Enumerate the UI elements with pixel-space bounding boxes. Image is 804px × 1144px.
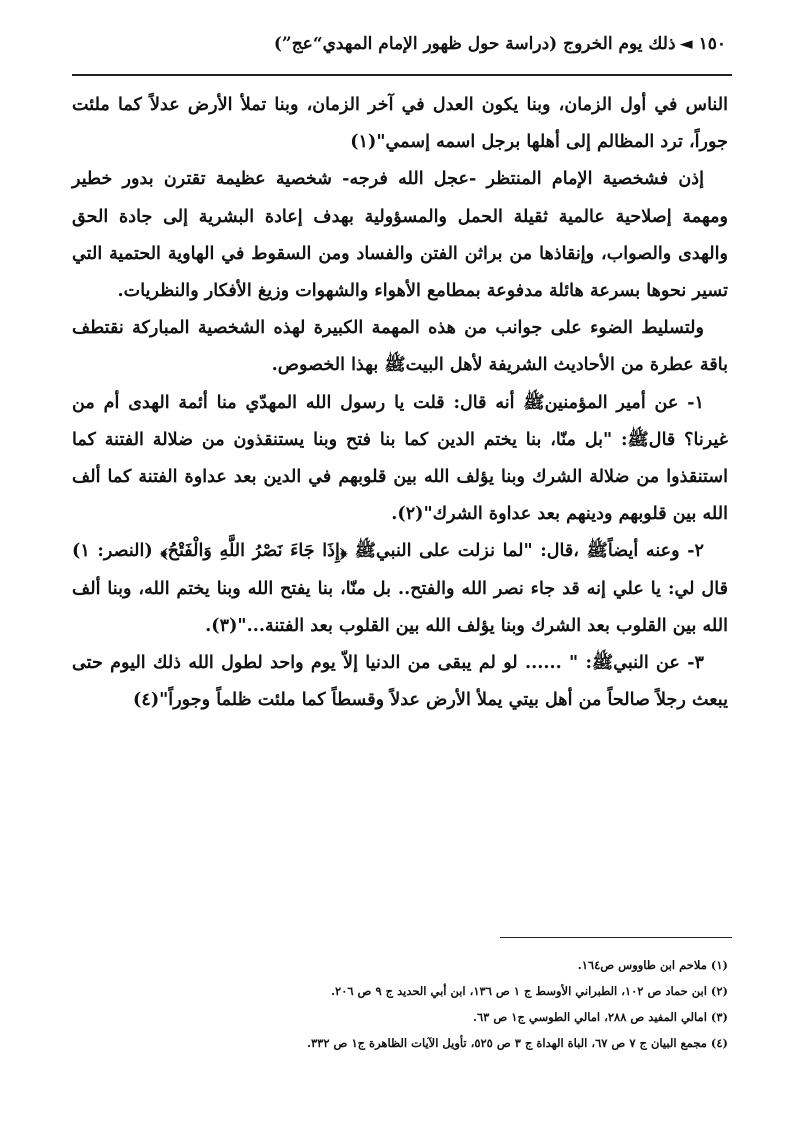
paragraph-lead-in: ولتسليط الضوء على جوانب من هذه المهمة الكبيرة لهذه الشخصية المباركة نقتطف باقة عطرة من الأحاديث الشريفة لأهل البيتﷺ بهذا الخصوص. (72, 317, 728, 376)
paragraph-continuation: الناس في أول الزمان، وبنا يكون العدل في آخر الزمان، وبنا تملأ الأرض عدلاً كما ملئت جوراً، ترد المظالم إلى أهلها برجل اسمه إسمي"(١) (72, 94, 728, 153)
main-text (72, 86, 728, 718)
footnote-3: (٣) امالي المفيد ص ٢٨٨، امالي الطوسي ج١ ص ٦٣. (472, 1010, 728, 1024)
footnote-4: (٤) مجمع البيان ج ٧ ص ٦٧، الباة الهداة ج ٣ ص ٥٢٥، تأويل الآيات الظاهرة ج١ ص ٣٣٢. (306, 1036, 728, 1050)
hadith-2: ٢- وعنه أيضاًﷺ ،قال: "لما نزلت على النبيﷺ ﴿إِذَا جَاءَ نَصْرُ اللَّهِ وَالْفَتْحُ﴾ (النصر: ١) قال لي: يا علي إنه قد جاء نصر الله والفتح.. بل منّا، بنا يفتح الله وبنا يختم الله، وبنا ألف الله بين القلوب بعد الشرك وبنا يؤلف الله بين القلوب بعد الفتنة..."(٣). (72, 540, 728, 636)
hadith-1: ١- عن أمير المؤمنينﷺ أنه قال: قلت يا رسول الله المهدّي منا أئمة الهدى أم من غيرنا؟ قالﷺ: "بل منّا، بنا يختم الدين كما بنا فتح وبنا يستنقذون من ضلالة الفتنة كما استنقذوا من ضلالة الشرك وبنا يؤلف الله بين قلوبهم في الدين بعد عداوة الفتنة كما ألف الله بين قلوبهم ودينهم بعد عداوة الشرك"(٢). (72, 391, 728, 525)
running-header (273, 34, 726, 54)
footnote-2: (٢) ابن حماد ص ١٠٢، الطبراني الأوسط ج ١ ص ١٣٦، ابن أبي الحديد ج ٩ ص ٢٠٦. (331, 984, 728, 998)
footnotes (72, 952, 728, 1056)
header-rule (72, 74, 732, 76)
footnote-1: (١) ملاحم ابن طاووس ص١٦٤. (577, 958, 728, 972)
paragraph-intro: إذن فشخصية الإمام المنتظر -عجل الله فرجه- شخصية عظيمة تقترن بدور خطير ومهمة إصلاحية عالمية ثقيلة الحمل والمسؤولية بهدف إعادة البشرية إلى جادة الحق والهدى والصواب، وإنقاذها من براثن الفتن والفساد ومن السقوط في الهاوية الحتمية التي تسير نحوها بسرعة هائلة مدفوعة بمطامع الأهواء والشهوات وزيغ الأفكار والنظريات. (72, 168, 728, 302)
book-title: ذلك يوم الخروج (دراسة حول ظهور الإمام المهدي“عج”) (273, 34, 676, 54)
footnote-separator (500, 937, 732, 938)
arrow-icon: ◄ (679, 34, 693, 54)
page-number: ١٥٠ (698, 34, 726, 54)
hadith-3: ٣- عن النبيﷺ: " ...... لو لم يبقى من الدنيا إلاّ يوم واحد لطول الله ذلك اليوم حتى يبعث رجلاً صالحاً من أهل بيتي يملأ الأرض عدلاً وقسطاً كما ملئت ظلماً وجوراً"(٤) (72, 652, 728, 711)
